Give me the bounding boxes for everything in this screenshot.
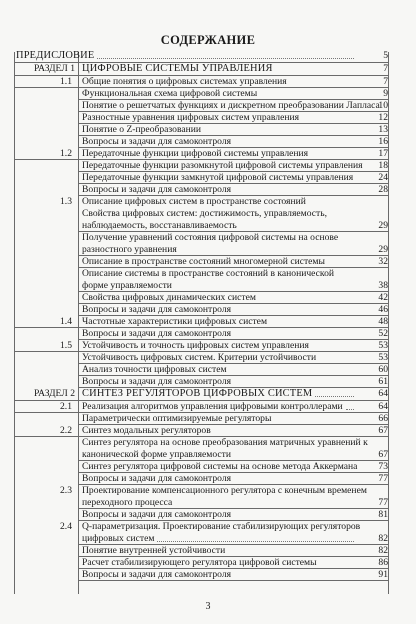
toc-entry xyxy=(0,148,416,160)
leader-dots xyxy=(157,541,354,542)
toc-entry-text: Понятие о Z-преобразовании xyxy=(82,124,202,135)
toc-entry xyxy=(0,172,416,184)
toc-entry-text: Вопросы и задачи для самоконтроля xyxy=(82,473,232,484)
toc-entry xyxy=(0,88,416,100)
toc-entry-page: 86 xyxy=(378,557,388,568)
toc-entry-text: Описание системы в пространстве состояний в канонической xyxy=(82,268,335,279)
toc-entry-text: Передаточные функции разомкнутой цифровой системы управления xyxy=(82,160,363,171)
toc-entry-number: РАЗДЕЛ 2 xyxy=(34,388,75,399)
toc-entry xyxy=(0,545,416,557)
toc-entry-page: 9 xyxy=(383,88,388,99)
toc-entry-page: 17 xyxy=(378,148,388,159)
toc-entry-text: Частотные характеристики цифровых систем xyxy=(82,316,268,327)
toc-entry-page: 10 xyxy=(378,100,388,111)
toc-entry-text: Вопросы и задачи для самоконтроля xyxy=(82,509,232,520)
toc-entry-page: 53 xyxy=(378,352,388,363)
toc-entry xyxy=(0,569,416,581)
toc-entry xyxy=(0,280,416,292)
leader-dots xyxy=(97,58,354,59)
toc-entry-page: 7 xyxy=(383,76,388,87)
toc-entry-text: Расчет стабилизирующего регулятора цифровой системы xyxy=(82,557,317,568)
toc-entry-text: ЦИФРОВЫЕ СИСТЕМЫ УПРАВЛЕНИЯ xyxy=(82,63,273,74)
toc-entry xyxy=(0,328,416,340)
toc-entry-text: Свойства цифровых динамических систем xyxy=(82,292,256,303)
toc-entry-text: Анализ точности цифровых систем xyxy=(82,364,227,375)
toc-entry-text: Понятие внутренней устойчивости xyxy=(82,545,226,556)
toc-entry-text: Проектирование компенсационного регулятора с конечным временем xyxy=(82,485,367,496)
toc-entry xyxy=(0,50,416,63)
table-of-contents xyxy=(0,50,416,581)
toc-entry-page: 53 xyxy=(378,340,388,351)
toc-entry xyxy=(0,521,416,533)
toc-entry xyxy=(0,413,416,425)
toc-entry-text: канонической форме управляемости xyxy=(82,449,231,460)
toc-entry-page: 16 xyxy=(378,136,388,147)
toc-entry xyxy=(0,100,416,112)
toc-entry xyxy=(0,208,416,220)
toc-entry-text: Вопросы и задачи для самоконтроля xyxy=(82,569,232,580)
toc-entry-number: 2.1 xyxy=(60,401,72,412)
toc-entry-text: ПРЕДИСЛОВИЕ xyxy=(16,50,95,61)
toc-entry-text: Передаточные функции цифровой системы управления xyxy=(82,148,309,159)
toc-entry xyxy=(0,340,416,352)
toc-entry-page: 67 xyxy=(378,425,388,436)
toc-entry-page: 91 xyxy=(378,569,388,580)
toc-entry xyxy=(0,268,416,280)
toc-entry xyxy=(0,461,416,473)
toc-entry xyxy=(0,437,416,449)
toc-entry-page: 66 xyxy=(378,413,388,424)
toc-entry xyxy=(0,533,416,545)
toc-entry-page: 61 xyxy=(378,376,388,387)
toc-entry-number: 1.3 xyxy=(60,196,72,207)
toc-entry-text: Понятие о решетчатых функциях и дискретном преобразовании Лапласа xyxy=(82,100,380,111)
toc-entry-page: 48 xyxy=(378,316,388,327)
toc-entry-page: 52 xyxy=(378,328,388,339)
toc-entry xyxy=(0,112,416,124)
toc-entry xyxy=(0,497,416,509)
toc-entry xyxy=(0,244,416,256)
toc-entry-text: Реализация алгоритмов управления цифровыми контроллерами xyxy=(82,401,343,412)
toc-entry-page: 38 xyxy=(378,280,388,291)
row-divider xyxy=(78,580,388,581)
toc-entry xyxy=(0,401,416,413)
toc-entry-page: 29 xyxy=(378,220,388,231)
toc-entry-page: 12 xyxy=(378,112,388,123)
page-title: СОДЕРЖАНИЕ xyxy=(160,33,256,47)
toc-entry-text: переходного процесса xyxy=(82,497,173,508)
toc-entry-text: Передаточные функции замкнутой цифровой системы управления xyxy=(82,172,354,183)
toc-entry-number: 1.1 xyxy=(60,76,72,87)
toc-entry xyxy=(0,304,416,316)
toc-entry-page: 77 xyxy=(378,473,388,484)
toc-entry-page: 64 xyxy=(378,401,388,412)
toc-entry-text: Вопросы и задачи для самоконтроля xyxy=(82,328,232,339)
toc-entry-page: 64 xyxy=(378,388,388,399)
toc-entry xyxy=(0,557,416,569)
toc-entry-text: Получение уравнений состояния цифровой системы на основе xyxy=(82,232,339,243)
toc-entry xyxy=(0,184,416,196)
toc-entry-text: наблюдаемость, восстанавливаемость xyxy=(82,220,237,231)
toc-entry-page: 82 xyxy=(378,545,388,556)
toc-entry xyxy=(0,76,416,88)
toc-entry xyxy=(0,485,416,497)
toc-entry-text: Свойства цифровых систем: достижимость, управляемость, xyxy=(82,208,327,219)
toc-entry-text: Разностные уравнения цифровых систем управления xyxy=(82,112,300,123)
toc-entry xyxy=(0,449,416,461)
toc-entry xyxy=(0,160,416,172)
toc-entry-text: Устойчивость цифровых систем. Критерии устойчивости xyxy=(82,352,317,363)
leader-dots xyxy=(315,396,354,397)
toc-entry-text: разностного уравнения xyxy=(82,244,177,255)
toc-entry-text: Вопросы и задачи для самоконтроля xyxy=(82,376,232,387)
toc-entry-page: 24 xyxy=(378,172,388,183)
toc-entry xyxy=(0,63,416,76)
toc-entry-text: Вопросы и задачи для самоконтроля xyxy=(82,136,232,147)
toc-entry-page: 42 xyxy=(378,292,388,303)
toc-entry-number: 2.4 xyxy=(60,521,72,532)
page-number: 3 xyxy=(205,601,211,612)
toc-entry-text: Синтез регулятора на основе преобразования матричных уравнений к xyxy=(82,437,368,448)
toc-entry-text: Синтез регулятора цифровой системы на основе метода Аккермана xyxy=(82,461,358,472)
toc-entry xyxy=(0,473,416,485)
toc-entry-text: Общие понятия о цифровых системах управления xyxy=(82,76,287,87)
toc-entry xyxy=(0,376,416,388)
toc-entry-text: форме управляемости xyxy=(82,280,172,291)
toc-entry-page: 73 xyxy=(378,461,388,472)
toc-entry-number: 1.5 xyxy=(60,340,72,351)
toc-entry-page: 29 xyxy=(378,244,388,255)
toc-entry-text: Вопросы и задачи для самоконтроля xyxy=(82,184,232,195)
toc-entry-text: Описание в пространстве состояний многомерной системы xyxy=(82,256,325,267)
toc-entry xyxy=(0,292,416,304)
toc-entry-number: РАЗДЕЛ 1 xyxy=(34,63,75,74)
toc-entry-page: 81 xyxy=(378,509,388,520)
toc-entry-text: Устойчивость и точность цифровых систем управления xyxy=(82,340,309,351)
toc-entry-page: 5 xyxy=(383,50,388,61)
toc-entry-page: 77 xyxy=(378,497,388,508)
leader-dots xyxy=(346,409,354,410)
toc-entry-text: Синтез модальных регуляторов xyxy=(82,425,211,436)
toc-entry-text: цифровых систем xyxy=(82,533,155,544)
toc-entry xyxy=(0,124,416,136)
toc-entry-page: 7 xyxy=(383,63,388,74)
toc-entry xyxy=(0,196,416,208)
toc-entry-page: 82 xyxy=(378,533,388,544)
toc-entry-page: 18 xyxy=(378,160,388,171)
toc-entry-text: Вопросы и задачи для самоконтроля xyxy=(82,304,232,315)
toc-entry xyxy=(0,388,416,401)
toc-entry-text: Функциональная схема цифровой системы xyxy=(82,88,258,99)
toc-entry xyxy=(0,364,416,376)
toc-entry-page: 32 xyxy=(378,256,388,267)
toc-entry-page: 46 xyxy=(378,304,388,315)
toc-entry xyxy=(0,232,416,244)
toc-entry xyxy=(0,352,416,364)
toc-entry xyxy=(0,316,416,328)
toc-entry-number: 1.2 xyxy=(60,148,72,159)
toc-entry xyxy=(0,220,416,232)
toc-entry-page: 60 xyxy=(378,364,388,375)
toc-entry-page: 28 xyxy=(378,184,388,195)
toc-entry-number: 1.4 xyxy=(60,316,72,327)
toc-entry-text: Описание цифровых систем в пространстве состояний xyxy=(82,196,306,207)
toc-entry-number: 2.2 xyxy=(60,425,72,436)
toc-entry xyxy=(0,256,416,268)
toc-entry xyxy=(0,509,416,521)
toc-entry-text: Параметрически оптимизируемые регуляторы xyxy=(82,413,272,424)
toc-entry-page: 67 xyxy=(378,449,388,460)
toc-entry-text: Q-параметризация. Проектирование стабилизирующих регуляторов xyxy=(82,521,361,532)
toc-entry xyxy=(0,425,416,437)
toc-entry-page: 13 xyxy=(378,124,388,135)
toc-entry-number: 2.3 xyxy=(60,485,72,496)
toc-entry xyxy=(0,136,416,148)
toc-entry-text: СИНТЕЗ РЕГУЛЯТОРОВ ЦИФРОВЫХ СИСТЕМ xyxy=(82,388,313,399)
